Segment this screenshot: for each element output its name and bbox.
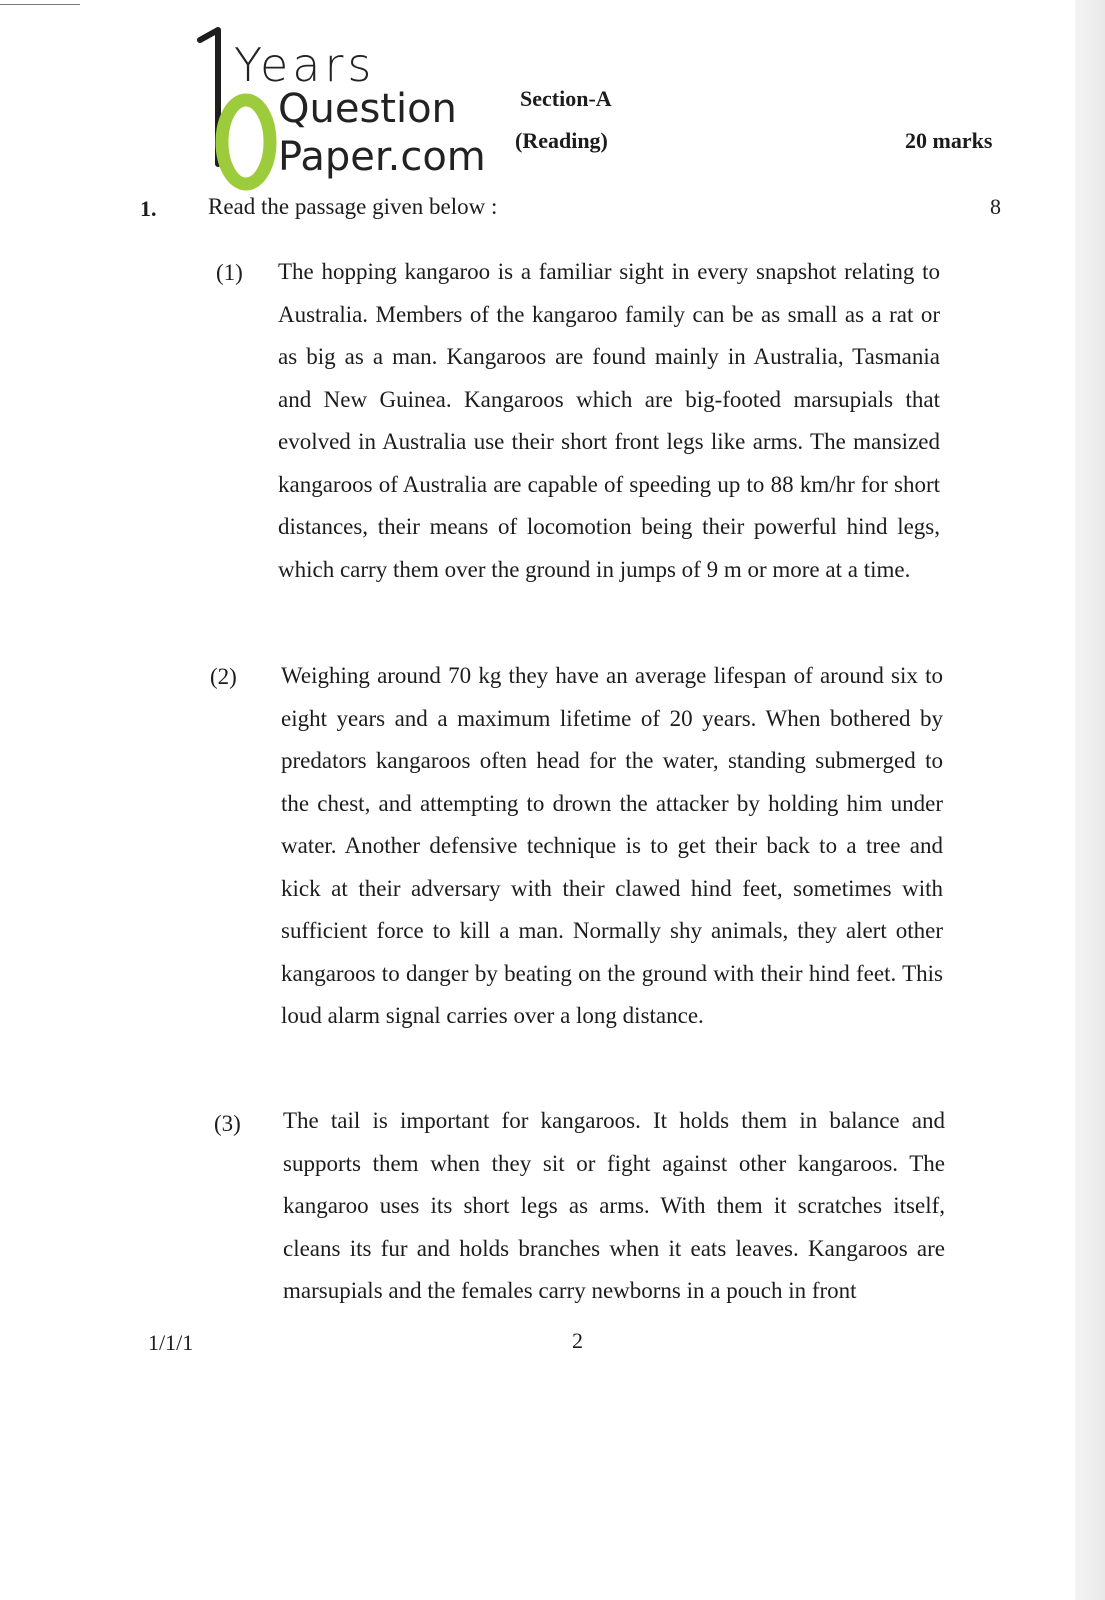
paragraph-text: The tail is important for kangaroos. It holds them in balance and supports them when they sit or fight against other kangaroos. The kangaroo uses its short legs as arms. With them it scratches itself, cleans its fur and holds branches when it eats leaves. Kangaroos are marsupials and the females carry newborns in a pouch in front: [283, 1108, 945, 1303]
section-subtitle: (Reading): [515, 128, 608, 153]
top-rule: [0, 4, 80, 5]
footer-page-number: 2: [572, 1328, 583, 1353]
section-marks: 20 marks: [905, 128, 993, 153]
question-number: 1.: [140, 196, 157, 221]
paragraph-number: (2): [210, 664, 237, 689]
logo-text-paper: Paper.com: [278, 134, 486, 180]
paragraph-number: (3): [214, 1111, 241, 1136]
section-title: Section-A: [520, 86, 612, 111]
question-marks: 8: [990, 194, 1001, 219]
site-logo: [192, 24, 492, 194]
logo-text-years: Years: [234, 38, 376, 92]
paragraph-number: (1): [216, 260, 243, 285]
paragraph-text: The hopping kangaroo is a familiar sight in every snapshot relating to Australia. Members of the kangaroo family can be as small as a rat or as big as a man. Kangaroos are found mainly in Australia, Tasmania and New Guinea. Kangaroos which are big-footed marsupials that evolved in Australia use their short front legs like arms. The mansized kangaroos of Australia are capable of speeding up to 88 km/hr for short distances, their means of locomotion being their powerful hind legs, which carry them over the ground in jumps of 9 m or more at a time.: [278, 259, 940, 582]
paragraph-text: Weighing around 70 kg they have an average lifespan of around six to eight years and a maximum lifetime of 20 years. When bothered by predators kangaroos often head for the water, standing submerged to the chest, and attempting to drown the attacker by holding him under water. Another defensive technique is to get their back to a tree and kick at their adversary with their clawed hind feet, sometimes with sufficient force to kill a man. Normally shy animals, they alert other kangaroos to danger by beating on the ground with their hind feet. This loud alarm signal carries over a long distance.: [281, 663, 943, 1028]
logo-text-question: Question: [278, 86, 457, 132]
page-edge: [1075, 0, 1105, 1600]
question-instruction: Read the passage given below :: [208, 194, 498, 219]
footer-paper-code: 1/1/1: [148, 1330, 194, 1355]
